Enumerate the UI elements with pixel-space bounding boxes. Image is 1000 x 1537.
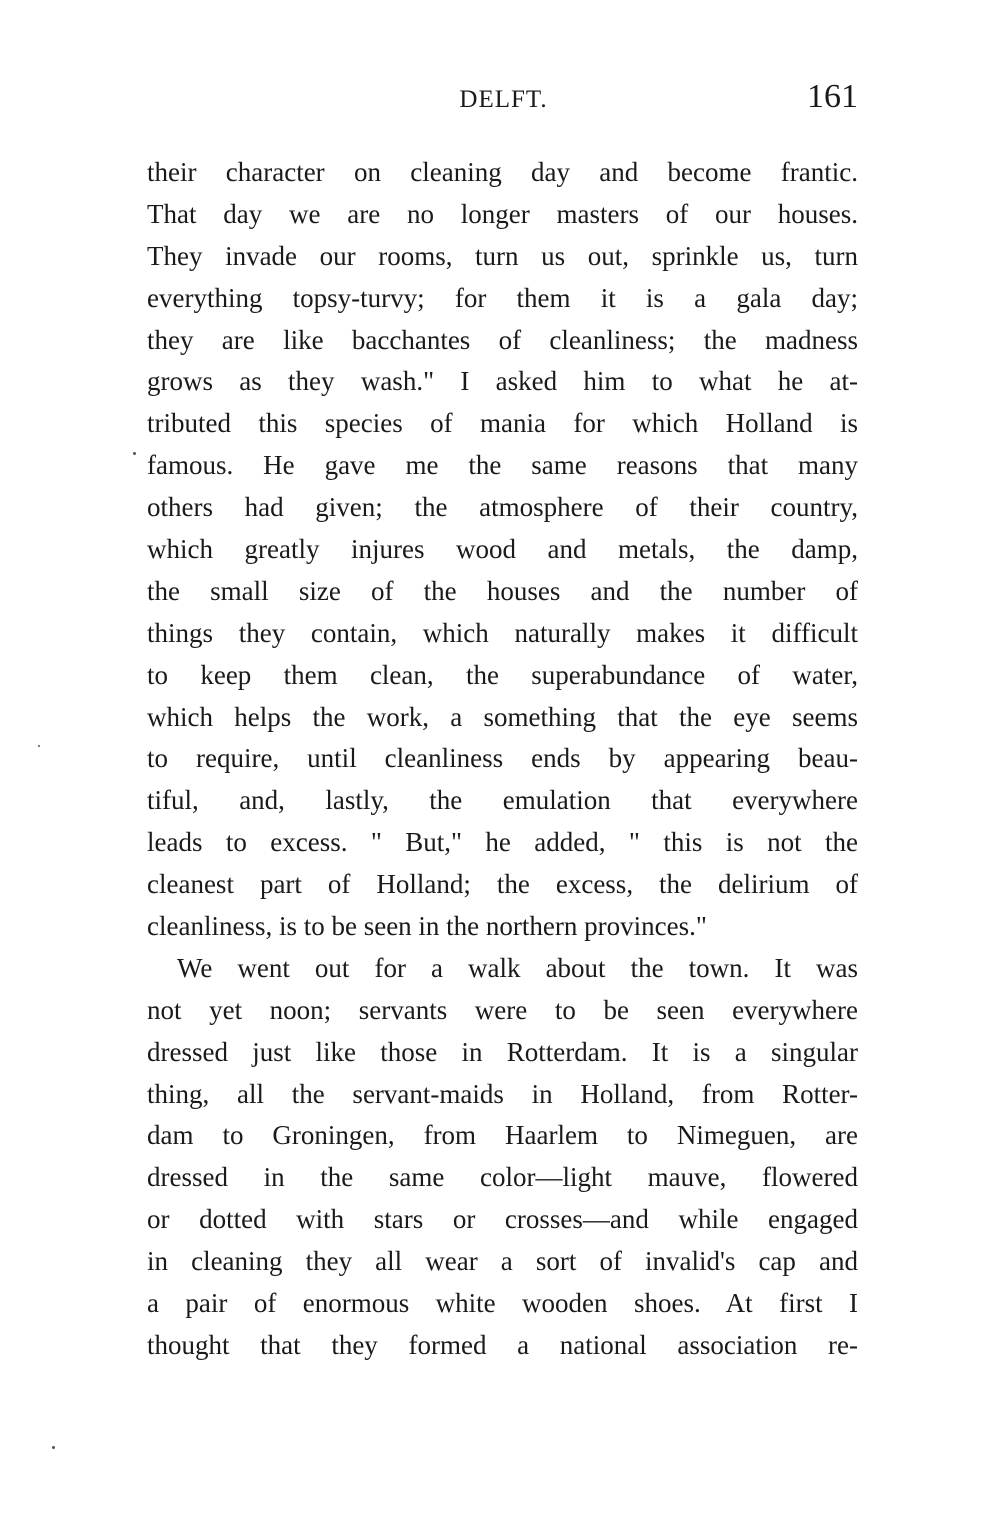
text-line: dressed in the same color—light mauve, flowered [147, 1162, 858, 1193]
text-line: tributed this species of mania for which Holland is [147, 408, 858, 439]
text-line: in cleaning they all wear a sort of invalid's cap and [147, 1246, 858, 1277]
text-line: grows as they wash." I asked him to what he at- [147, 366, 858, 397]
text-line: to keep them clean, the superabundance of water, [147, 659, 858, 690]
margin-speck [52, 1446, 55, 1449]
text-line: things they contain, which naturally makes it difficult [147, 617, 858, 648]
text-line: not yet noon; servants were to be seen everywhere [147, 994, 858, 1025]
text-line: everything topsy-turvy; for them it is a gala day; [147, 282, 858, 313]
text-line: cleanliness, is to be seen in the northern provinces." [147, 911, 707, 942]
text-line: dam to Groningen, from Haarlem to Nimeguen, are [147, 1120, 858, 1151]
text-line: That day we are no longer masters of our houses. [147, 198, 858, 229]
text-line: which greatly injures wood and metals, the damp, [147, 534, 858, 565]
text-line: cleanest part of Holland; the excess, the delirium of [147, 869, 858, 900]
text-line: thought that they formed a national association re- [147, 1329, 858, 1360]
text-line: which helps the work, a something that the eye seems [147, 701, 858, 732]
text-line: We went out for a walk about the town. It was [177, 952, 858, 983]
text-line: tiful, and, lastly, the emulation that everywhere [147, 785, 858, 816]
text-line: thing, all the servant-maids in Holland, from Rotter- [147, 1078, 858, 1109]
text-line: the small size of the houses and the number of [147, 575, 858, 606]
running-head [147, 78, 860, 122]
text-line: a pair of enormous white wooden shoes. At first I [147, 1288, 858, 1319]
text-line: famous. He gave me the same reasons that many [147, 450, 858, 481]
text-line: or dotted with stars or crosses—and while engaged [147, 1204, 858, 1235]
text-line: to require, until cleanliness ends by appearing beau- [147, 743, 858, 774]
margin-speck [38, 745, 40, 747]
text-line: they are like bacchantes of cleanliness; the madness [147, 324, 858, 355]
body-text [147, 152, 858, 1367]
margin-speck [133, 452, 136, 455]
text-line: leads to excess. " But," he added, " this is not the [147, 827, 858, 858]
page-number: 161 [807, 78, 858, 115]
text-line: They invade our rooms, turn us out, sprinkle us, turn [147, 240, 858, 271]
text-line: their character on cleaning day and become frantic. [147, 157, 858, 187]
running-title: DELFT. [459, 86, 548, 113]
text-line: dressed just like those in Rotterdam. It is a singular [147, 1036, 858, 1067]
text-line: others had given; the atmosphere of their country, [147, 492, 858, 523]
